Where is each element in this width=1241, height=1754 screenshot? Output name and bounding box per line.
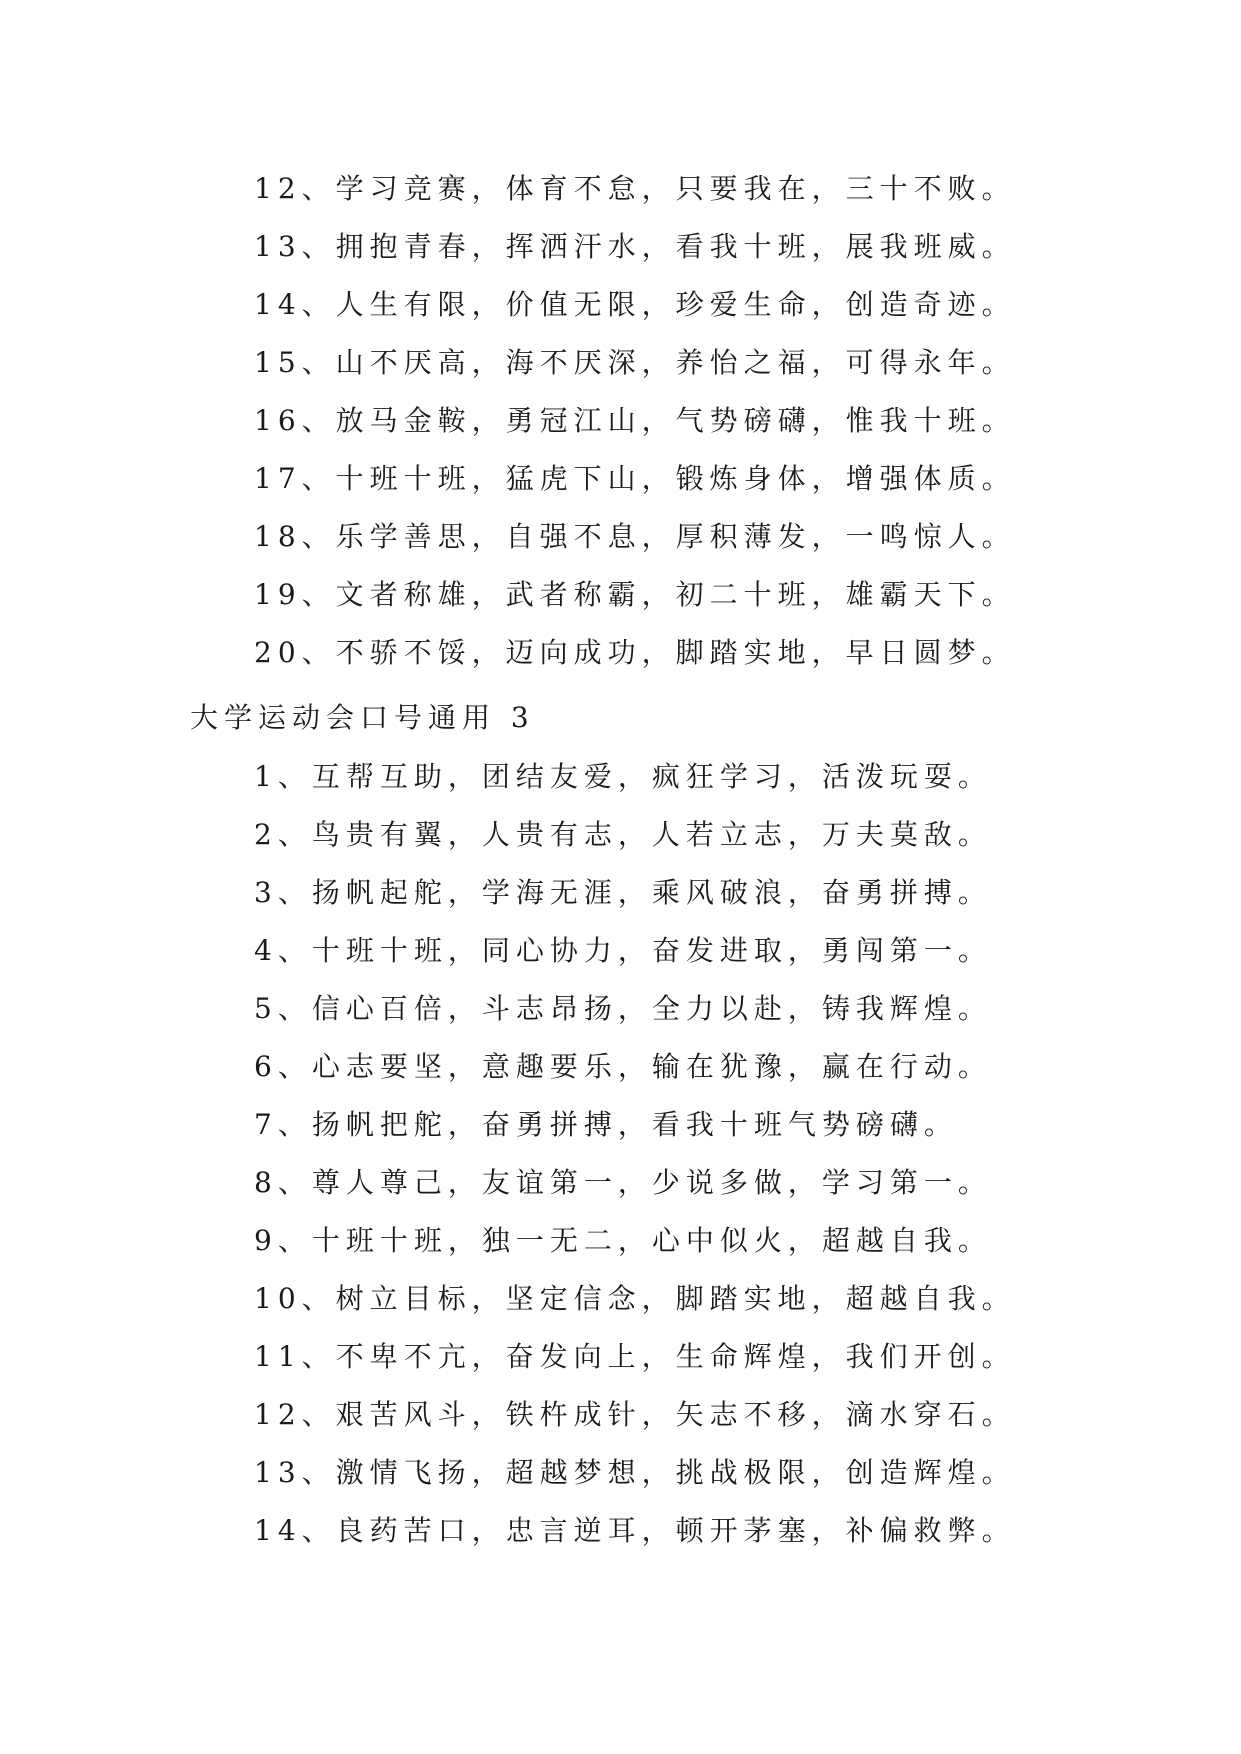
list-item: 15、山不厌高，海不厌深，养怡之福，可得永年。	[254, 346, 1016, 379]
list-item: 18、乐学善思，自强不息，厚积薄发，一鸣惊人。	[254, 520, 1016, 553]
list-item: 4、十班十班，同心协力，奋发进取，勇闯第一。	[254, 934, 992, 967]
list-item: 8、尊人尊己，友谊第一，少说多做，学习第一。	[254, 1166, 992, 1199]
list-item: 7、扬帆把舵，奋勇拼搏，看我十班气势磅礴。	[254, 1108, 958, 1141]
list-item: 12、学习竞赛，体育不怠，只要我在，三十不败。	[254, 172, 1016, 205]
list-item: 1、互帮互助，团结友爱，疯狂学习，活泼玩耍。	[254, 760, 992, 793]
slogan-list-3	[0, 748, 1241, 1560]
list-item: 13、激情飞扬，超越梦想，挑战极限，创造辉煌。	[254, 1456, 1016, 1489]
list-item: 13、拥抱青春，挥洒汗水，看我十班，展我班威。	[254, 230, 1016, 263]
list-item: 16、放马金鞍，勇冠江山，气势磅礴，惟我十班。	[254, 404, 1016, 437]
list-item: 10、树立目标，坚定信念，脚踏实地，超越自我。	[254, 1282, 1016, 1315]
list-item: 5、信心百倍，斗志昂扬，全力以赴，铸我辉煌。	[254, 992, 992, 1025]
list-item: 17、十班十班，猛虎下山，锻炼身体，增强体质。	[254, 462, 1016, 495]
list-item: 20、不骄不馁，迈向成功，脚踏实地，早日圆梦。	[254, 636, 1016, 669]
list-item: 2、鸟贵有翼，人贵有志，人若立志，万夫莫敌。	[254, 818, 992, 851]
section-heading: 大学运动会口号通用 3	[190, 701, 535, 734]
list-item: 3、扬帆起舵，学海无涯，乘风破浪，奋勇拼搏。	[254, 876, 992, 909]
slogan-list-continued	[0, 160, 1241, 682]
list-item: 12、艰苦风斗，铁杵成针，矢志不移，滴水穿石。	[254, 1398, 1016, 1431]
list-item: 14、良药苦口，忠言逆耳，顿开茅塞，补偏救弊。	[254, 1514, 1016, 1547]
list-item: 11、不卑不亢，奋发向上，生命辉煌，我们开创。	[254, 1340, 1016, 1373]
list-item: 19、文者称雄，武者称霸，初二十班，雄霸天下。	[254, 578, 1016, 611]
list-item: 6、心志要坚，意趣要乐，输在犹豫，赢在行动。	[254, 1050, 992, 1083]
list-item: 14、人生有限，价值无限，珍爱生命，创造奇迹。	[254, 288, 1016, 321]
list-item: 9、十班十班，独一无二，心中似火，超越自我。	[254, 1224, 992, 1257]
